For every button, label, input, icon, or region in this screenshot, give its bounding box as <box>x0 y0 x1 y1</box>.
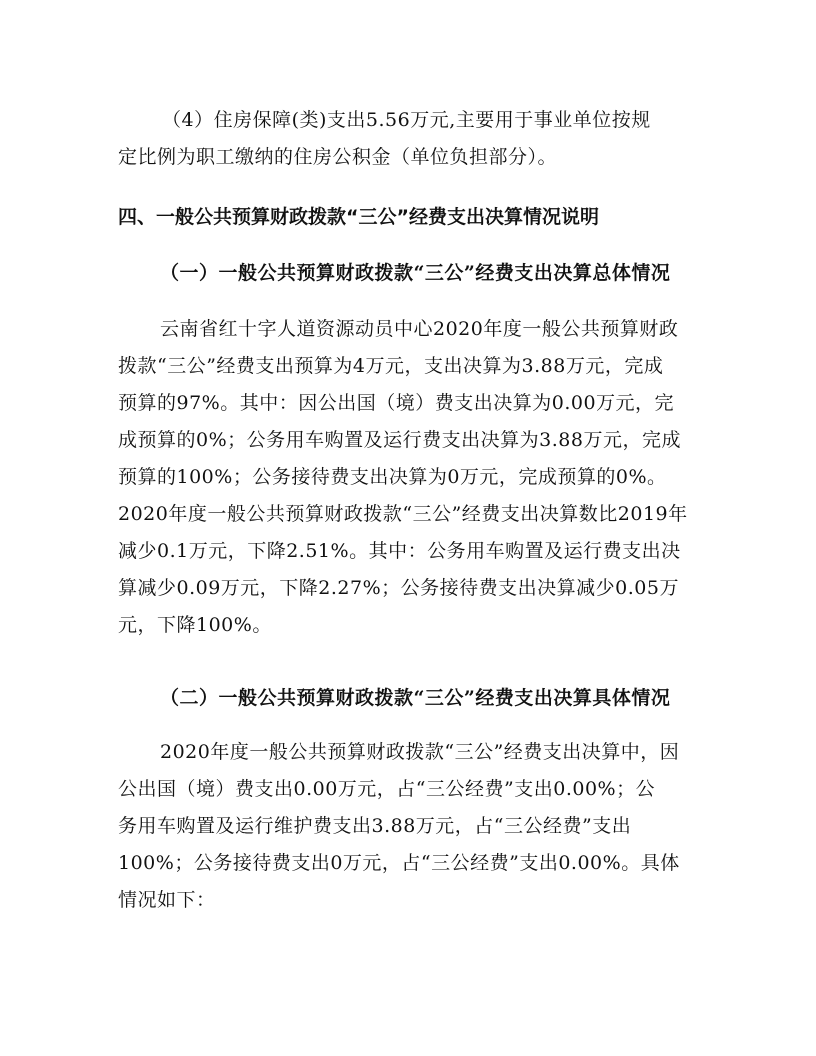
text-line: 务用车购置及运行维护费支出3.88万元，占“三公经费”支出 <box>118 815 632 837</box>
text-line: 2020年度一般公共预算财政拨款“三公”经费支出决算数比2019年 <box>118 503 688 525</box>
text-line: 算减少0.09万元，下降2.27%；公务接待费支出决算减少0.05万 <box>118 577 679 599</box>
text-line: （4）住房保障(类)支出5.56万元,主要用于事业单位按规 <box>162 109 651 131</box>
text-line: 元，下降100%。 <box>118 614 272 636</box>
text-line: 2020年度一般公共预算财政拨款“三公”经费支出决算中，因 <box>160 741 680 763</box>
text-line: 减少0.1万元，下降2.51%。其中：公务用车购置及运行费支出决 <box>118 540 681 562</box>
section-heading-four: 四、一般公共预算财政拨款“三公”经费支出决算情况说明 <box>118 206 599 228</box>
text-line: 公出国（境）费支出0.00万元，占“三公经费”支出0.00%；公 <box>118 778 656 800</box>
text-line: 拨款“三公”经费支出预算为4万元，支出决算为3.88万元，完成 <box>118 355 664 377</box>
text-line: 预算的97%。其中：因公出国（境）费支出决算为0.00万元，完 <box>118 392 675 414</box>
text-line: 定比例为职工缴纳的住房公积金（单位负担部分）。 <box>118 146 558 168</box>
text-line: 成预算的0%；公务用车购置及运行费支出决算为3.88万元，完成 <box>118 429 681 451</box>
text-line: 100%；公务接待费支出0万元，占“三公经费”支出0.00%。具体 <box>118 852 680 874</box>
subsection-heading-two: （二）一般公共预算财政拨款“三公”经费支出决算具体情况 <box>160 687 671 709</box>
subsection-heading-one: （一）一般公共预算财政拨款“三公”经费支出决算总体情况 <box>160 262 671 284</box>
text-line: 预算的100%；公务接待费支出决算为0万元，完成预算的0%。 <box>118 466 667 488</box>
text-line: 云南省红十字人道资源动员中心2020年度一般公共预算财政 <box>160 318 679 340</box>
text-line: 情况如下： <box>118 889 216 911</box>
paragraph-housing-support <box>118 102 702 176</box>
paragraph-overall-situation <box>118 311 702 644</box>
paragraph-detailed-situation <box>118 734 702 919</box>
